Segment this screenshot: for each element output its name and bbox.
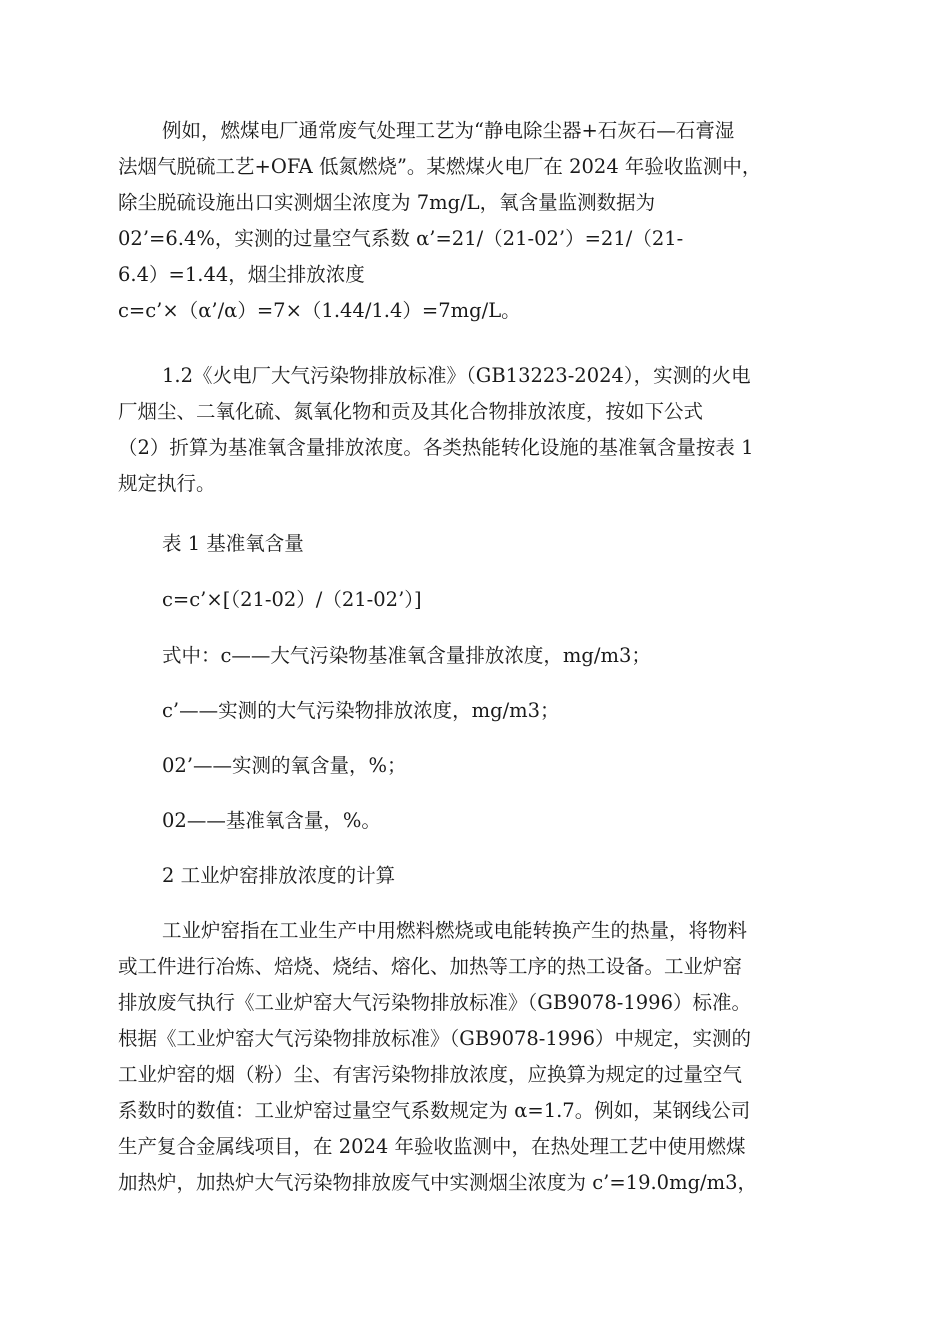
definition-o2-prime: 02’——实测的氧含量，%； xyxy=(162,754,407,777)
paragraph-example-coal-plant xyxy=(118,113,838,329)
text-line: 1.2《火电厂大气污染物排放标准》（GB13223-2024），实测的火电 xyxy=(162,364,751,387)
text-line: 除尘脱硫设施出口实测烟尘浓度为 7mg/L，氧含量监测数据为 xyxy=(118,191,656,214)
text-line: 加热炉，加热炉大气污染物排放废气中实测烟尘浓度为 c’=19.0mg/m3， xyxy=(118,1171,758,1194)
table-caption: 表 1 基准氧含量 xyxy=(162,532,304,555)
formula: c=c’×[（21-02）/（21-02’）] xyxy=(162,588,422,611)
paragraph-industrial-kiln xyxy=(118,913,838,1201)
text-line: 或工件进行冶炼、焙烧、烧结、熔化、加热等工序的热工设备。工业炉窑 xyxy=(118,955,743,978)
text-line: 厂烟尘、二氧化硫、氮氧化物和贡及其化合物排放浓度，按如下公式 xyxy=(118,400,704,423)
definition-c-prime: c’——实测的大气污染物排放浓度，mg/m3； xyxy=(162,699,560,722)
text-line: 生产复合金属线项目，在 2024 年验收监测中，在热处理工艺中使用燃煤 xyxy=(118,1135,746,1158)
text-line: c=c’×（α’/α）=7×（1.44/1.4）=7mg/L。 xyxy=(118,299,521,322)
text-line: 02’=6.4%，实测的过量空气系数 α’=21/（21-02’）=21/（21- xyxy=(118,227,684,250)
text-line: 规定执行。 xyxy=(118,472,216,495)
definition-c: 式中：c——大气污染物基准氧含量排放浓度，mg/m3； xyxy=(162,644,651,667)
text-line: 6.4）=1.44，烟尘排放浓度 xyxy=(118,263,365,286)
text-line: 工业炉窑的烟（粉）尘、有害污染物排放浓度，应换算为规定的过量空气 xyxy=(118,1063,743,1086)
definition-o2: 02——基准氧含量，%。 xyxy=(162,809,381,832)
text-line: （2）折算为基准氧含量排放浓度。各类热能转化设施的基准氧含量按表 1 xyxy=(118,436,754,459)
section-heading: 2 工业炉窑排放浓度的计算 xyxy=(162,864,396,887)
text-line: 根据《工业炉窑大气污染物排放标准》（GB9078-1996）中规定，实测的 xyxy=(118,1027,751,1050)
text-line: 系数时的数值：工业炉窑过量空气系数规定为 α=1.7。例如，某钢线公司 xyxy=(118,1099,751,1122)
text-line: 排放废气执行《工业炉窑大气污染物排放标准》（GB9078-1996）标准。 xyxy=(118,991,751,1014)
text-line: 法烟气脱硫工艺+OFA 低氮燃烧”。某燃煤火电厂在 2024 年验收监测中， xyxy=(118,155,762,178)
text-line: 例如，燃煤电厂通常废气处理工艺为“静电除尘器+石灰石—石膏湿 xyxy=(162,119,735,142)
paragraph-gb13223-standard xyxy=(118,358,838,502)
text-line: 工业炉窑指在工业生产中用燃料燃烧或电能转换产生的热量，将物料 xyxy=(162,919,748,942)
